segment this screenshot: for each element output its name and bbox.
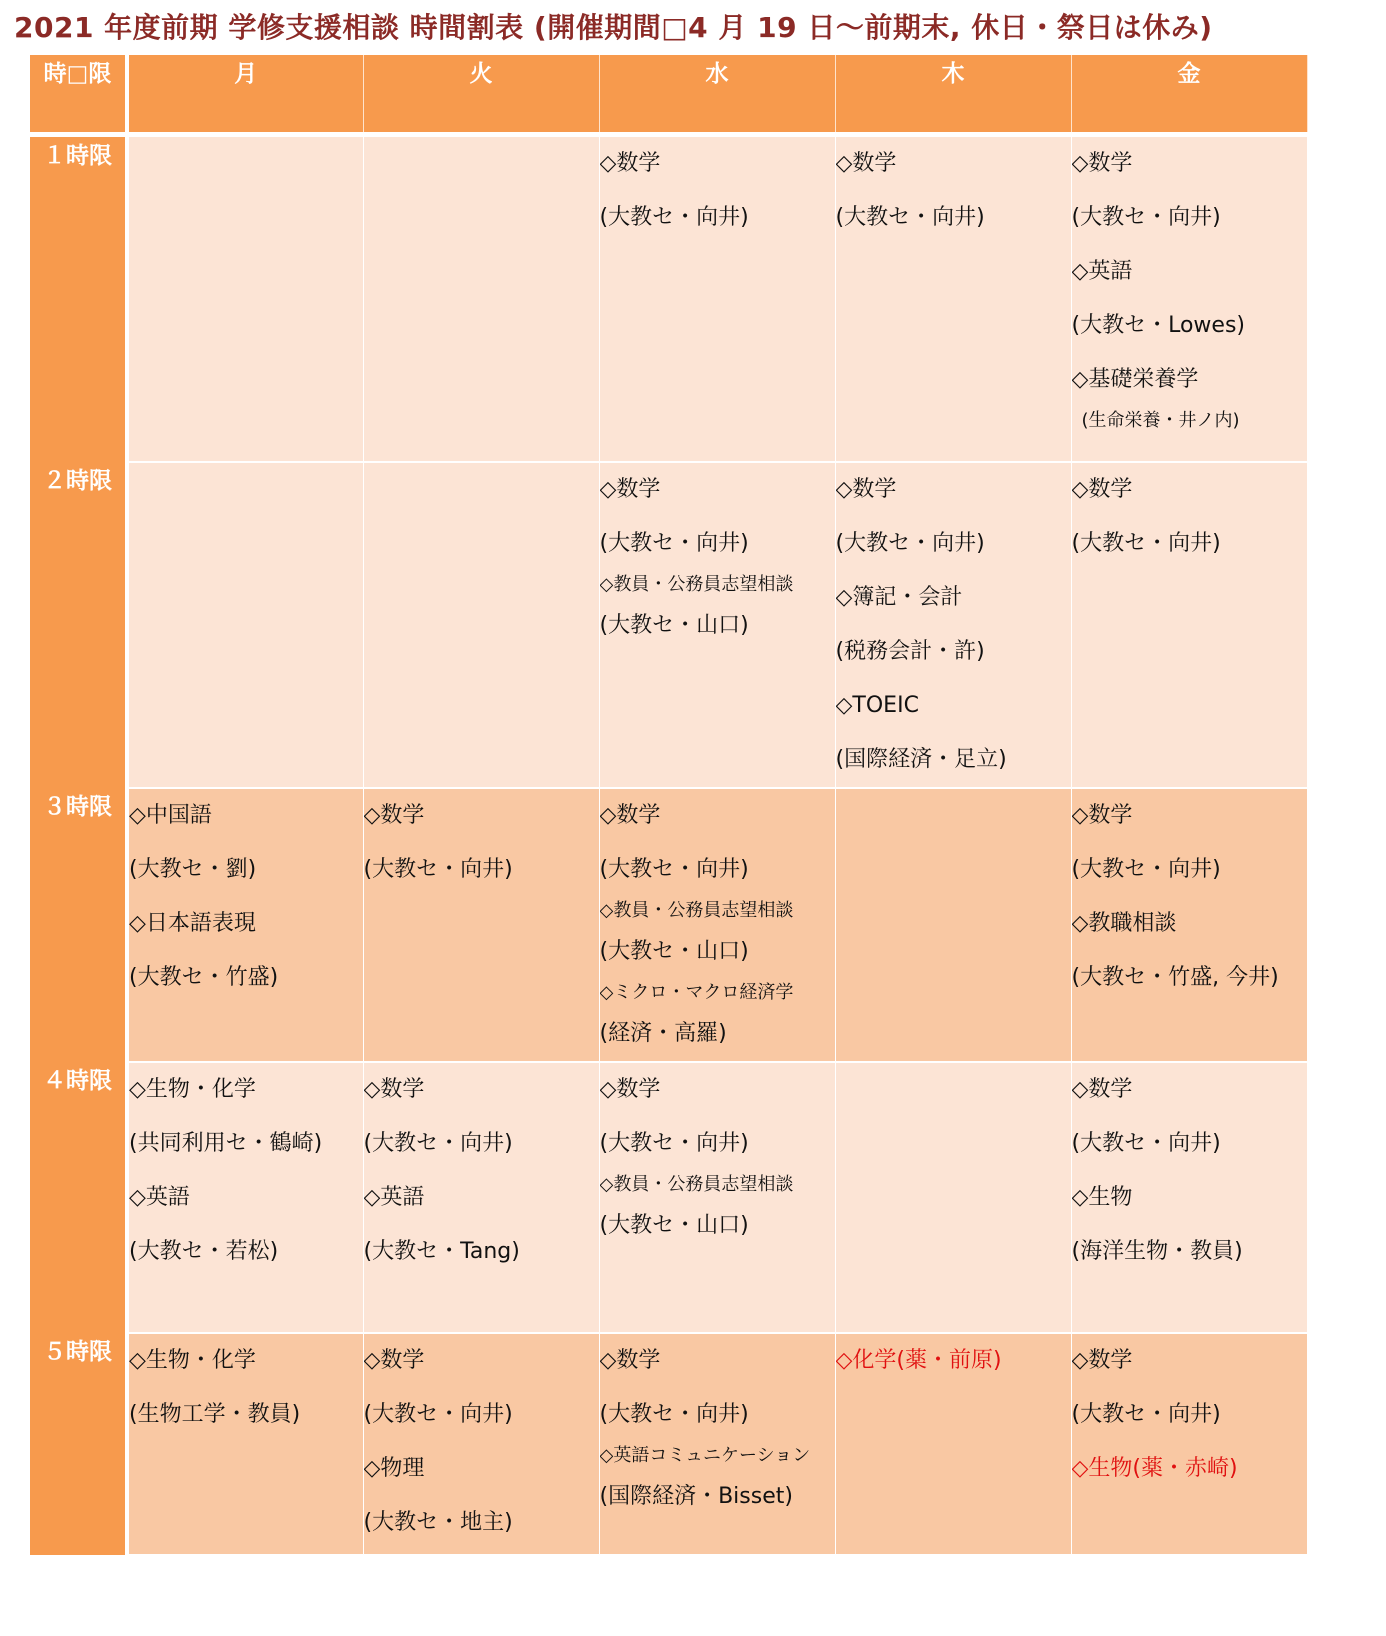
instructor-label: (大教セ・Lowes) <box>1071 313 1245 338</box>
slot-cell <box>127 462 363 788</box>
subject-label: ◇英語 <box>1071 259 1133 284</box>
subject-label: ◇生物・化学 <box>129 1348 256 1373</box>
subject-label: ◇数学 <box>599 477 661 502</box>
instructor-label: (大教セ・山口) <box>599 1213 749 1238</box>
header-day-tue: 火 <box>363 55 599 132</box>
period-row-5 <box>30 1333 1307 1555</box>
instructor-label: (共同利用セ・鶴崎) <box>129 1131 323 1156</box>
header-day-mon: 月 <box>127 55 363 132</box>
period-label: ４時限 <box>30 1062 127 1333</box>
slot-cell <box>599 788 835 1062</box>
header-row <box>30 55 1307 132</box>
slot-cell <box>1071 137 1307 462</box>
subject-label: ◇化学(薬・前原) <box>835 1348 1002 1373</box>
instructor-label: (大教セ・向井) <box>599 857 749 882</box>
slot-cell <box>363 462 599 788</box>
slot-cell <box>835 1062 1071 1333</box>
subject-label: ◇日本語表現 <box>129 911 256 936</box>
instructor-label: (大教セ・向井) <box>1071 531 1221 556</box>
subject-label: ◇英語 <box>363 1185 425 1210</box>
period-label: ５時限 <box>30 1333 127 1555</box>
instructor-label: (大教セ・山口) <box>599 613 749 638</box>
subject-label: ◇教員・公務員志望相談 <box>599 1174 794 1195</box>
subject-label: ◇教員・公務員志望相談 <box>599 574 794 595</box>
subject-label: ◇生物 <box>1071 1185 1133 1210</box>
instructor-label: (大教セ・向井) <box>599 531 749 556</box>
header-day-wed: 水 <box>599 55 835 132</box>
subject-label: ◇生物(薬・赤崎) <box>1071 1456 1238 1481</box>
period-row-3 <box>30 788 1307 1062</box>
subject-label: ◇数学 <box>1071 803 1133 828</box>
period-row-1 <box>30 137 1307 462</box>
subject-label: ◇数学 <box>1071 1077 1133 1102</box>
subject-label: ◇TOEIC <box>835 693 919 718</box>
instructor-label: (大教セ・山口) <box>599 939 749 964</box>
slot-cell <box>599 137 835 462</box>
subject-label: ◇基礎栄養学 <box>1071 367 1199 392</box>
slot-cell <box>835 788 1071 1062</box>
instructor-label: (大教セ・向井) <box>599 1131 749 1156</box>
subject-label: ◇数学 <box>599 803 661 828</box>
slot-cell <box>363 788 599 1062</box>
subject-label: ◇数学 <box>835 151 897 176</box>
instructor-label: (大教セ・若松) <box>129 1239 279 1264</box>
period-label: １時限 <box>30 137 127 462</box>
instructor-label: (大教セ・向井) <box>363 1131 513 1156</box>
slot-cell <box>599 1062 835 1333</box>
instructor-label: (海洋生物・教員) <box>1071 1239 1243 1264</box>
slot-cell <box>835 137 1071 462</box>
period-label: ２時限 <box>30 462 127 788</box>
instructor-label: (大教セ・向井) <box>1071 205 1221 230</box>
slot-cell <box>1071 788 1307 1062</box>
subject-label: ◇英語コミュニケーション <box>599 1445 811 1466</box>
instructor-label: (生命栄養・井ノ内) <box>1081 410 1240 431</box>
instructor-label: (大教セ・竹盛) <box>129 965 279 990</box>
subject-label: ◇教職相談 <box>1071 911 1177 936</box>
slot-cell <box>835 462 1071 788</box>
slot-cell <box>363 1333 599 1555</box>
instructor-label: (大教セ・向井) <box>363 1402 513 1427</box>
instructor-label: (国際経済・Bisset) <box>599 1484 793 1509</box>
subject-label: ◇生物・化学 <box>129 1077 256 1102</box>
header-day-thu: 木 <box>835 55 1071 132</box>
slot-cell <box>1071 1333 1307 1555</box>
subject-label: ◇教員・公務員志望相談 <box>599 900 794 921</box>
instructor-label: (国際経済・足立) <box>835 747 1007 772</box>
slot-cell <box>599 1333 835 1555</box>
slot-cell <box>127 1333 363 1555</box>
subject-label: ◇英語 <box>129 1185 190 1210</box>
subject-label: ◇中国語 <box>129 803 212 828</box>
subject-label: ◇簿記・会計 <box>835 585 963 610</box>
subject-label: ◇数学 <box>1071 151 1133 176</box>
instructor-label: (大教セ・向井) <box>1071 857 1221 882</box>
subject-label: ◇数学 <box>599 1348 661 1373</box>
subject-label: ◇ミクロ・マクロ経済学 <box>599 982 794 1003</box>
subject-label: ◇数学 <box>1071 477 1133 502</box>
instructor-label: (大教セ・向井) <box>1071 1402 1221 1427</box>
instructor-label: (大教セ・向井) <box>363 857 513 882</box>
instructor-label: (生物工学・教員) <box>129 1402 301 1427</box>
header-day-fri: 金 <box>1071 55 1307 132</box>
instructor-label: (大教セ・竹盛, 今井) <box>1071 965 1279 990</box>
period-label: ３時限 <box>30 788 127 1062</box>
instructor-label: (大教セ・向井) <box>1071 1131 1221 1156</box>
instructor-label: (大教セ・劉) <box>129 857 257 882</box>
page-title: 2021 年度前期 学修支援相談 時間割表 (開催期間□4 月 19 日～前期末, 休日・祭日は休み) <box>14 11 1213 44</box>
subject-label: ◇数学 <box>835 477 897 502</box>
subject-label: ◇数学 <box>599 1077 661 1102</box>
period-row-2 <box>30 462 1307 788</box>
instructor-label: (経済・高羅) <box>599 1021 727 1046</box>
slot-cell <box>363 1062 599 1333</box>
slot-cell <box>1071 1062 1307 1333</box>
subject-label: ◇数学 <box>363 1077 425 1102</box>
subject-label: ◇数学 <box>363 1348 425 1373</box>
slot-cell <box>1071 462 1307 788</box>
period-row-4 <box>30 1062 1307 1333</box>
instructor-label: (大教セ・向井) <box>835 205 985 230</box>
instructor-label: (大教セ・向井) <box>599 205 749 230</box>
instructor-label: (税務会計・許) <box>835 639 985 664</box>
slot-cell <box>127 137 363 462</box>
slot-cell <box>127 788 363 1062</box>
slot-cell <box>127 1062 363 1333</box>
subject-label: ◇数学 <box>599 151 661 176</box>
subject-label: ◇数学 <box>1071 1348 1133 1373</box>
slot-cell <box>835 1333 1071 1555</box>
subject-label: ◇数学 <box>363 803 425 828</box>
instructor-label: (大教セ・地主) <box>363 1510 513 1535</box>
instructor-label: (大教セ・Tang) <box>363 1239 520 1264</box>
slot-cell <box>363 137 599 462</box>
timetable <box>30 55 1308 1556</box>
instructor-label: (大教セ・向井) <box>835 531 985 556</box>
instructor-label: (大教セ・向井) <box>599 1402 749 1427</box>
slot-cell <box>599 462 835 788</box>
header-period: 時□限 <box>30 55 127 132</box>
subject-label: ◇物理 <box>363 1456 425 1481</box>
